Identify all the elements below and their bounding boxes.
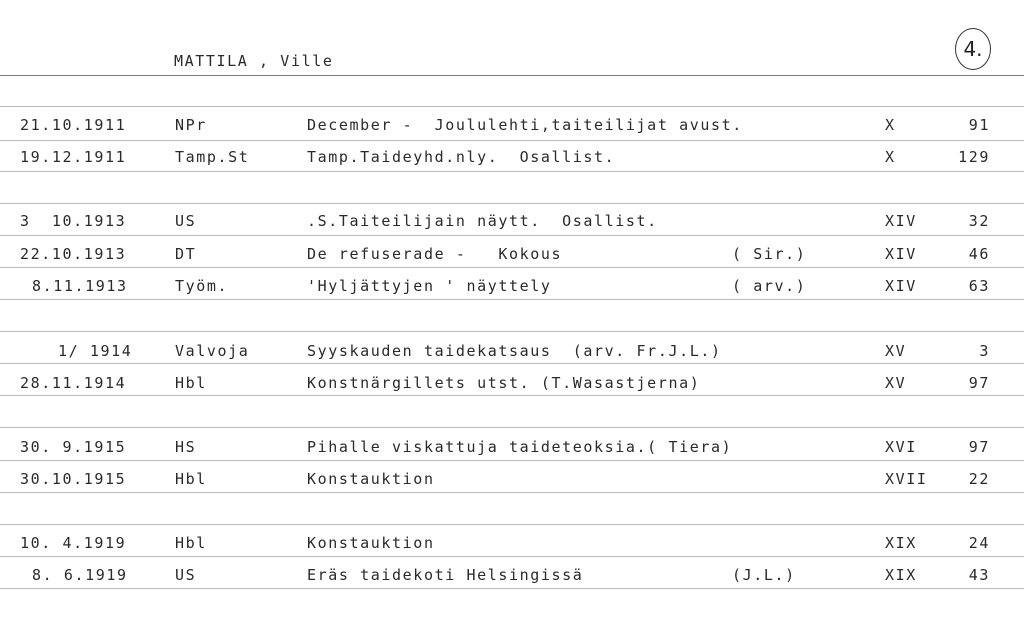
entry-date: 19.12.1911 xyxy=(20,148,127,166)
ruled-line xyxy=(0,331,1024,332)
entry-date: 3 10.1913 xyxy=(20,212,127,230)
entry-page: 97 xyxy=(968,374,990,392)
entry-volume: X xyxy=(885,116,896,134)
entry-title: Konstauktion xyxy=(307,470,435,488)
entry-source: NPr xyxy=(175,116,207,134)
entry-page: 32 xyxy=(968,212,990,230)
entry-source: Hbl xyxy=(175,374,207,392)
entry-date: 8. 6.1919 xyxy=(32,566,128,584)
entry-date: 8.11.1913 xyxy=(32,277,128,295)
entry-source: HS xyxy=(175,438,197,456)
entry-page: 63 xyxy=(968,277,990,295)
entry-note: ( arv.) xyxy=(732,277,807,295)
ruled-line xyxy=(0,460,1024,461)
entry-source: Hbl xyxy=(175,534,207,552)
entry-date: 28.11.1914 xyxy=(20,374,127,392)
entry-title: .S.Taiteilijain näytt. Osallist. xyxy=(307,212,658,230)
ruled-line xyxy=(0,171,1024,172)
entry-volume: XV xyxy=(885,374,907,392)
entry-title: Konstnärgillets utst. (T.Wasastjerna) xyxy=(307,374,701,392)
entry-date: 10. 4.1919 xyxy=(20,534,127,552)
entry-source: Tamp.St xyxy=(175,148,250,166)
ruled-line xyxy=(0,492,1024,493)
entry-volume: XV xyxy=(885,342,907,360)
ruled-line xyxy=(0,235,1024,236)
entry-date: 30.10.1915 xyxy=(20,470,127,488)
entry-volume: X xyxy=(885,148,896,166)
entry-title: Syyskauden taidekatsaus (arv. Fr.J.L.) xyxy=(307,342,722,360)
ruled-line xyxy=(0,363,1024,364)
card-heading-name: MATTILA , Ville xyxy=(174,52,334,70)
ruled-line xyxy=(0,427,1024,428)
entry-note: ( Sir.) xyxy=(732,245,807,263)
entry-title: Konstauktion xyxy=(307,534,435,552)
entry-title: Tamp.Taideyhd.nly. Osallist. xyxy=(307,148,616,166)
ruled-line xyxy=(0,299,1024,300)
entry-volume: XIX xyxy=(885,566,917,584)
entry-title: De refuserade - Kokous xyxy=(307,245,563,263)
entry-volume: XIV xyxy=(885,245,917,263)
entry-note: (J.L.) xyxy=(732,566,796,584)
entry-page: 91 xyxy=(968,116,990,134)
entry-page: 97 xyxy=(968,438,990,456)
entry-title: December - Joululehti,taiteilijat avust. xyxy=(307,116,743,134)
entry-source: US xyxy=(175,212,197,230)
entry-title: 'Hyljättyjen ' näyttely xyxy=(307,277,552,295)
entry-title: Eräs taidekoti Helsingissä xyxy=(307,566,584,584)
entry-date: 22.10.1913 xyxy=(20,245,127,263)
entry-page: 43 xyxy=(968,566,990,584)
entry-source: US xyxy=(175,566,197,584)
card-number: 4. xyxy=(955,28,991,70)
ruled-line xyxy=(0,556,1024,557)
entry-volume: XIV xyxy=(885,277,917,295)
entry-page: 3 xyxy=(979,342,990,360)
entry-date: 1/ 1914 xyxy=(58,342,133,360)
entry-volume: XVII xyxy=(885,470,928,488)
entry-volume: XVI xyxy=(885,438,917,456)
entry-volume: XIV xyxy=(885,212,917,230)
entry-date: 30. 9.1915 xyxy=(20,438,127,456)
ruled-line xyxy=(0,106,1024,107)
ruled-line xyxy=(0,588,1024,589)
entry-source: Työm. xyxy=(175,277,229,295)
entry-title: Pihalle viskattuja taideteoksia.( Tiera) xyxy=(307,438,733,456)
ruled-line xyxy=(0,267,1024,268)
entry-page: 46 xyxy=(968,245,990,263)
entry-page: 129 xyxy=(958,148,990,166)
entry-page: 24 xyxy=(968,534,990,552)
entry-source: DT xyxy=(175,245,197,263)
entry-source: Valvoja xyxy=(175,342,250,360)
header-rule xyxy=(0,75,1024,76)
entry-page: 22 xyxy=(968,470,990,488)
entry-date: 21.10.1911 xyxy=(20,116,127,134)
ruled-line xyxy=(0,524,1024,525)
entry-volume: XIX xyxy=(885,534,917,552)
entry-source: Hbl xyxy=(175,470,207,488)
ruled-line xyxy=(0,203,1024,204)
ruled-line xyxy=(0,140,1024,141)
ruled-line xyxy=(0,395,1024,396)
